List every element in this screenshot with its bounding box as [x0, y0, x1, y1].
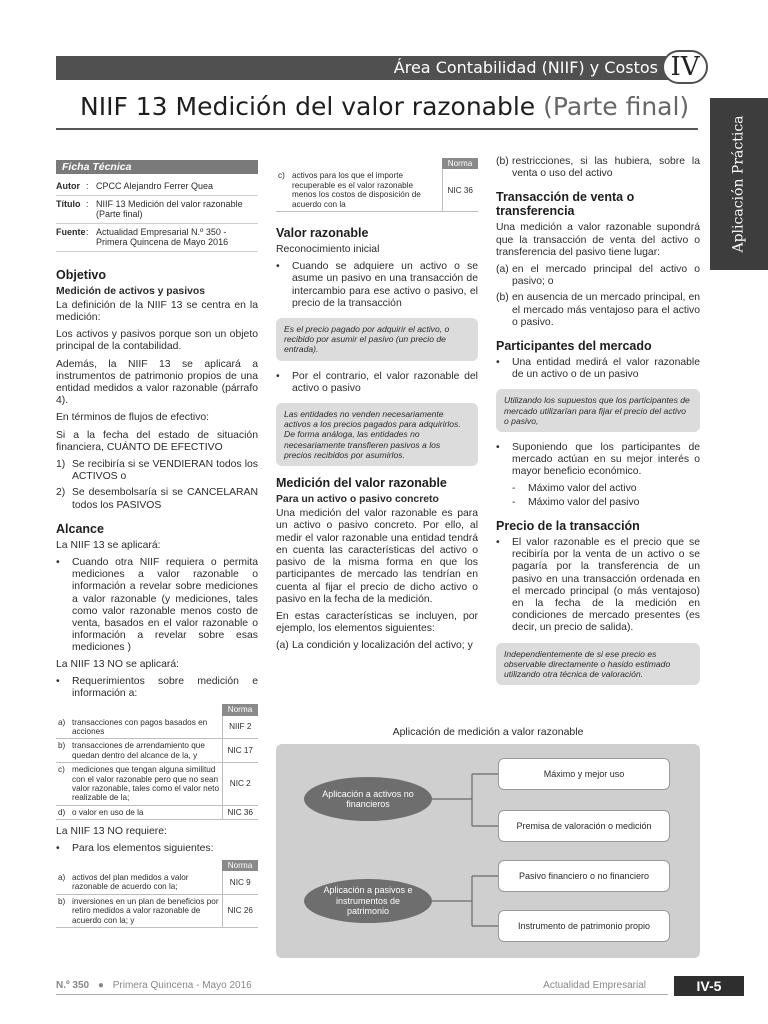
title-main: NIIF 13 Medición del valor razonable	[80, 92, 536, 121]
bullet-item: • Una entidad medirá el valor razonable de un activo o de un pasivo	[496, 357, 700, 381]
heading-precio: Precio de la transacción	[496, 519, 640, 534]
ficha-key: Fuente	[56, 226, 86, 237]
issue-period: Primera Quincena - Mayo 2016	[112, 980, 252, 991]
footer-issue: N.º 350 ● Primera Quincena - Mayo 2016	[56, 980, 252, 991]
quote-box: Las entidades no venden necesariamente activos a los precios pagados para adquirirlos. De forma análoga, las entidades no necesariamente transfieren pasivos a los precios recibidos por asumirlos.	[276, 403, 478, 466]
bullet-text: Suponiendo que los participantes de mercado actúan en su mejor interés o mayor beneficio económico.	[512, 442, 700, 478]
table-row: b) transacciones de arrendamiento que quedan dentro del alcance de la, y NIC 17	[56, 739, 258, 763]
list-marker: 1)	[56, 458, 66, 470]
quote-box: Utilizando los supuestos que los participantes de mercado utilizarían para fijar el precio del activo o pasivo,	[496, 389, 700, 432]
list-text: Se desembolsaría si se CANCELARAN todos los PASIVOS	[72, 487, 258, 511]
bullet-item: • Para los elementos siguientes:	[56, 843, 258, 855]
bullet-text: Por el contrario, el valor razonable del activo o pasivo	[292, 370, 478, 394]
ficha-value: NIIF 13 Medición del valor razonable (Parte final)	[96, 198, 243, 219]
bullet-text: Para los elementos siguientes:	[72, 843, 214, 855]
ficha-key: Título	[56, 198, 81, 209]
ficha-key: Autor	[56, 181, 80, 191]
bullet-item: • Cuando se adquiere un activo o se asume un pasivo en una transacción de intercambio para ese activo o pasivo, el precio de la transacción	[276, 261, 478, 309]
heading-transaccion: Transacción de venta o transferencia	[496, 190, 635, 219]
table-row: a) activos del plan medidos a valor razonable de acuerdo con la; NIC 9	[56, 871, 258, 894]
page-title	[80, 92, 689, 121]
paragraph: Además, la NIIF 13 se aplicará a instrumentos de patrimonio propios de una entidad medidos a valor razonable (párrafo 4).	[56, 358, 258, 407]
paragraph: Reconocimiento inicial	[276, 244, 380, 256]
diagram-box-premisa: Premisa de valoración o medición	[498, 810, 670, 842]
column-3	[496, 156, 700, 695]
paragraph: La NIIF 13 se aplicará:	[56, 539, 161, 551]
list-item	[496, 292, 700, 329]
heading-valor-razonable: Valor razonable	[276, 226, 369, 241]
bullet-text: Requerimientos sobre medición e información a:	[72, 675, 258, 699]
paragraph: La NIIF 13 NO se aplicará:	[56, 658, 180, 670]
list-item	[496, 156, 700, 180]
paragraph: Una medición a valor razonable supondrá que la transacción de venta del activo o transferencia del pasivo tiene lugar:	[496, 222, 700, 258]
norma-table-2	[56, 860, 258, 928]
diagram-title: Aplicación de medición a valor razonable	[392, 726, 584, 738]
bullet-item: • Por el contrario, el valor razonable del activo o pasivo	[276, 370, 478, 394]
list-marker: (b)	[496, 292, 509, 304]
list-item	[496, 264, 700, 288]
table-header: Norma	[442, 158, 478, 169]
bullet-item: • Suponiendo que los participantes de mercado actúan en su mejor interés o mayor beneficio económico.	[496, 442, 700, 478]
title-sub: (Parte final)	[543, 92, 690, 121]
list-text: La condición y localización del activo; y	[292, 640, 473, 652]
dash-text: Máximo valor del activo	[528, 482, 637, 494]
list-item	[56, 487, 258, 511]
table-row: c) mediciones que tengan alguna similitud con el valor razonable pero que no sean valor razonable, tales como el valor neto realizable de la; NIC 2	[56, 763, 258, 806]
heading-medicion: Medición del valor razonable	[276, 476, 447, 491]
header-band	[56, 56, 668, 80]
bullet-text: Cuando se adquiere un activo o se asume un pasivo en una transacción de intercambio para ese activo o pasivo, el precio de la transacción	[292, 261, 478, 309]
page-number: IV-5	[674, 976, 744, 996]
ficha-heading	[56, 160, 258, 174]
list-marker: (a)	[276, 640, 289, 652]
diagram-box-maximo: Máximo y mejor uso	[498, 758, 670, 790]
heading-objetivo: Objetivo	[56, 267, 107, 282]
bullet-item: • El valor razonable es el precio que se recibiría por la venta de un activo o se pagaría por la transferencia de un pasivo en una transacción ordenada en el mercado principal (o más ventajoso) en la fecha de la medición en condiciones de mercado presentes (es decir, un precio de salida).	[496, 537, 700, 634]
title-divider	[56, 128, 698, 130]
bullet-text: Una entidad medirá el valor razonable de un activo o de un pasivo	[512, 357, 700, 381]
section-badge: IV	[662, 50, 708, 84]
column-1	[56, 160, 258, 934]
heading-participantes: Participantes del mercado	[496, 339, 652, 354]
table-row: c) activos para los que el importe recuperable es el valor razonable menos los costos de disposición de acuerdo con la NIC 36	[276, 169, 478, 211]
diagram-node-activos: Aplicación a activos no financieros	[304, 777, 432, 821]
dash-item: - Máximo valor del activo	[512, 482, 637, 494]
ficha-row-fuente: Fuente : Actualidad Empresarial N.º 350 - Primera Quincena de Mayo 2016	[56, 224, 258, 252]
bullet-text: Cuando otra NIIF requiera o permita mediciones a valor razonable o información a revelar sobre mediciones a valor razonable (y mediciones, tales como valor razonable menos costo de venta, basados en el valor razonable o información a revelar sobre esas mediciones )	[72, 556, 258, 654]
subheading-medicion: Medición de activos y pasivos	[56, 285, 205, 297]
table-row: a) transacciones con pagos basados en acciones NIIF 2	[56, 716, 258, 739]
quote-box: Es el precio pagado por adquirir el activo, o recibido por asumir el pasivo (un precio de entrada).	[276, 318, 478, 361]
paragraph: La definición de la NIIF 13 se centra en la medición:	[56, 299, 258, 323]
ficha-value: Actualidad Empresarial N.º 350 - Primera Quincena de Mayo 2016	[96, 226, 229, 247]
norma-table-1	[56, 704, 258, 820]
list-item	[276, 640, 478, 652]
list-marker: (b)	[496, 156, 509, 167]
list-item	[56, 459, 258, 483]
ficha-value: CPCC Alejandro Ferrer Quea	[96, 181, 214, 191]
list-marker: (a)	[496, 264, 509, 276]
column-2	[276, 158, 478, 657]
bullet-text: El valor razonable es el precio que se recibiría por la venta de un activo o se pagaría por la transferencia de un pasivo en una transacción ordenada en el mercado principal (o más ventajoso) en la fecha de la medición en condiciones de mercado presentes (es decir, un precio de salida).	[512, 537, 700, 634]
footer-publication: Actualidad Empresarial	[543, 980, 646, 991]
paragraph: Una medición del valor razonable es para un activo o pasivo concreto. Por ello, al medir el valor razonable una entidad tendrá en cuenta las características del activo o pasivo de la misma forma en que los participantes de mercado las tendrían en cuenta al fijar el precio de dicho activo o pasivo en la fecha de la medición.	[276, 508, 478, 605]
footer-divider	[56, 994, 668, 995]
heading-alcance: Alcance	[56, 521, 104, 536]
subheading-concreto: Para un activo o pasivo concreto	[276, 494, 439, 506]
area-title: Área Contabilidad (NIIF) y Costos	[393, 58, 658, 77]
ficha-row-titulo: Título : NIIF 13 Medición del valor razonable (Parte final)	[56, 196, 258, 224]
diagram-box-pasivo: Pasivo financiero o no financiero	[498, 860, 670, 892]
norma-table-3	[276, 158, 478, 212]
bullet-item: • Cuando otra NIIF requiera o permita mediciones a valor razonable o información a revelar sobre mediciones a valor razonable (y mediciones, tales como valor razonable menos costo de venta, basados en el valor razonable o información a revelar sobre esas mediciones )	[56, 556, 258, 654]
diagram-node-pasivos: Aplicación a pasivos e instrumentos de patrimonio	[304, 879, 432, 923]
issue-number: N.º 350	[56, 980, 90, 991]
table-row: b) inversiones en un plan de beneficios por retiro medidos a valor razonable de acuerdo con la; y NIC 26	[56, 894, 258, 927]
paragraph: La NIIF 13 NO requiere:	[56, 826, 167, 838]
dash-text: Máximo valor del pasivo	[528, 496, 640, 508]
paragraph: Los activos y pasivos porque son un objeto principal de la contabilidad.	[56, 329, 258, 353]
list-text: restricciones, si las hubiera, sobre la venta o uso del activo	[512, 156, 700, 180]
list-text: en ausencia de un mercado principal, en el mercado más ventajoso para el activo o pasivo.	[512, 292, 700, 328]
side-tab-label: Aplicación Práctica	[731, 115, 747, 253]
paragraph: En estas características se incluyen, por ejemplo, los elementos siguientes:	[276, 610, 478, 635]
quote-box: Independientemente de si ese precio es observable directamente o hasido estimado utilizando otra técnica de valoración.	[496, 643, 700, 686]
list-text: en el mercado principal del activo o pasivo; o	[512, 264, 700, 288]
side-tab-label-wrap	[710, 98, 768, 270]
table-header: Norma	[222, 860, 258, 871]
diagram-box-instrumento: Instrumento de patrimonio propio	[498, 910, 670, 942]
ficha-heading-label: Ficha Técnica	[62, 161, 132, 173]
paragraph: En términos de flujos de efectivo:	[56, 412, 210, 424]
bullet-item: • Requerimientos sobre medición e información a:	[56, 675, 258, 699]
paragraph: Si a la fecha del estado de situación financiera, CUÁNTO DE EFECTIVO	[56, 429, 258, 453]
ficha-row-autor: Autor : CPCC Alejandro Ferrer Quea	[56, 178, 258, 196]
table-header: Norma	[222, 704, 258, 715]
list-marker: 2)	[56, 487, 66, 499]
table-row: d) o valor en uso de la NIC 36	[56, 805, 258, 819]
dash-item: - Máximo valor del pasivo	[512, 496, 640, 508]
list-text: Se recibiría si se VENDIERAN todos los ACTIVOS o	[72, 458, 258, 483]
